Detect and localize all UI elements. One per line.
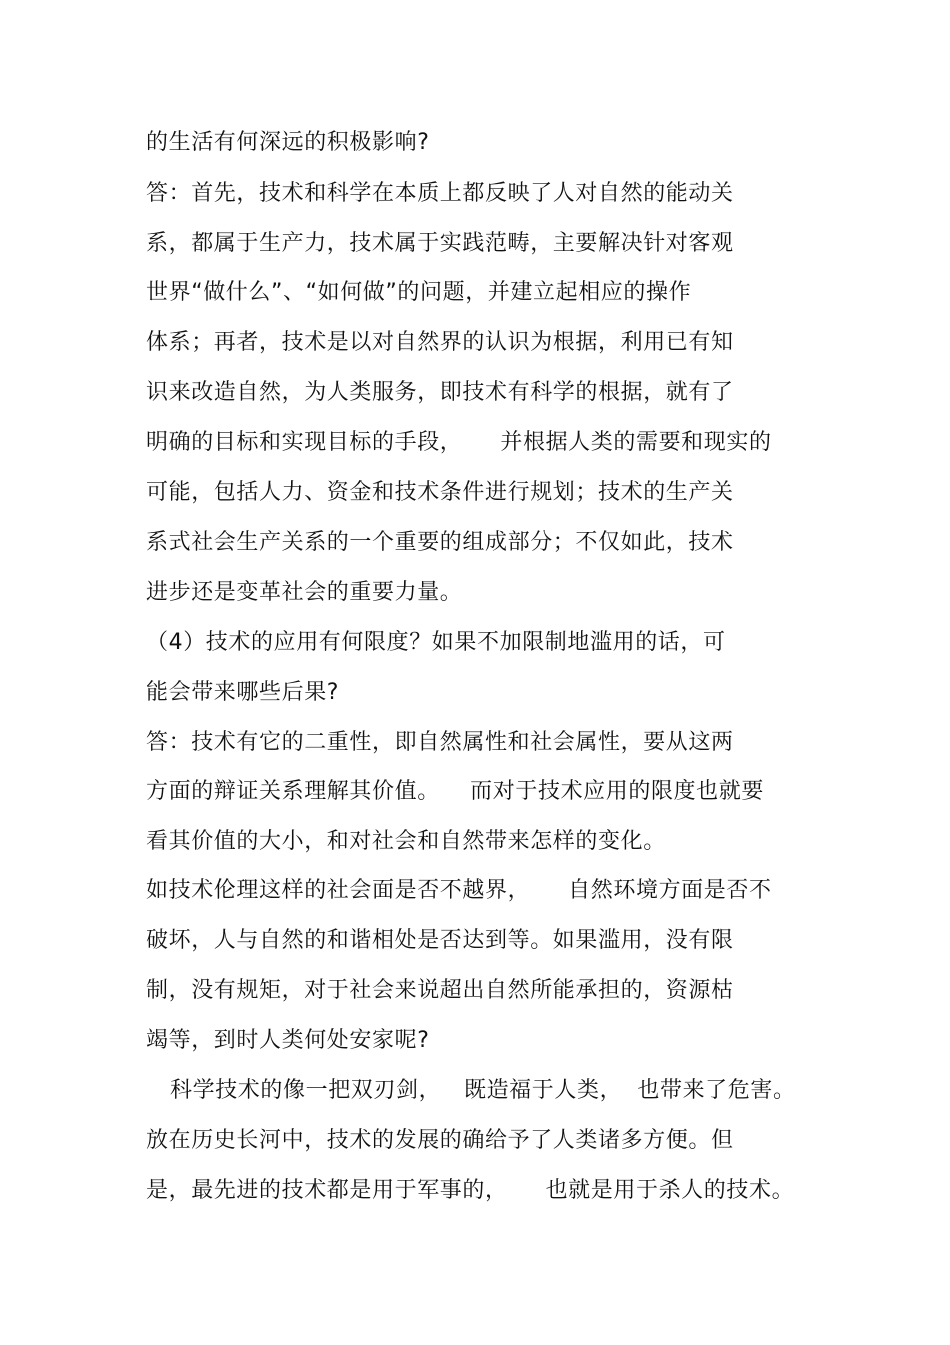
text-line: 是，最先进的技术都是用于军事的， 也就是用于杀人的技术。 — [146, 1178, 795, 1203]
text-line: 系式社会生产关系的一个重要的组成部分；不仅如此，技术 — [146, 530, 734, 555]
text-line: 如技术伦理这样的社会面是否不越界， 自然环境方面是否不 — [146, 878, 772, 903]
text-line: 放在历史长河中，技术的发展的确给予了人类诸多方便。但 — [146, 1128, 734, 1153]
text-line: 竭等，到时人类何处安家呢? — [146, 1028, 430, 1053]
text-line: 答：首先，技术和科学在本质上都反映了人对自然的能动关 — [146, 181, 734, 206]
text-line: 世界“做什么”、“如何做”的问题，并建立起相应的操作 — [146, 280, 692, 305]
text-line: 的生活有何深远的积极影响? — [146, 130, 430, 155]
paragraph-first-line: 科学技术的像一把双刃剑， 既造福于人类， 也带来了危害。 — [170, 1078, 796, 1103]
text-line: 答：技术有它的二重性，即自然属性和社会属性，要从这两 — [146, 730, 734, 755]
text-line: 能会带来哪些后果? — [146, 680, 340, 705]
text-line: 进步还是变革社会的重要力量。 — [146, 580, 463, 605]
text-line: 体系；再者，技术是以对自然界的认识为根据，利用已有知 — [146, 330, 734, 355]
text-line: 破坏，人与自然的和谐相处是否达到等。如果滥用，没有限 — [146, 928, 734, 953]
text-line: 方面的辩证关系理解其价值。 而对于技术应用的限度也就要 — [146, 779, 764, 804]
text-line: 看其价值的大小，和对社会和自然带来怎样的变化。 — [146, 829, 666, 854]
text-line: 系，都属于生产力，技术属于实践范畴，主要解决针对客观 — [146, 231, 734, 256]
question-heading: （4）技术的应用有何限度？如果不加限制地滥用的话，可 — [146, 630, 726, 655]
text-line: 识来改造自然，为人类服务，即技术有科学的根据，就有了 — [146, 380, 734, 405]
text-line: 明确的目标和实现目标的手段， 并根据人类的需要和现实的 — [146, 430, 772, 455]
text-line: 可能，包括人力、资金和技术条件进行规划；技术的生产关 — [146, 480, 734, 505]
text-line: 制，没有规矩，对于社会来说超出自然所能承担的，资源枯 — [146, 978, 734, 1003]
